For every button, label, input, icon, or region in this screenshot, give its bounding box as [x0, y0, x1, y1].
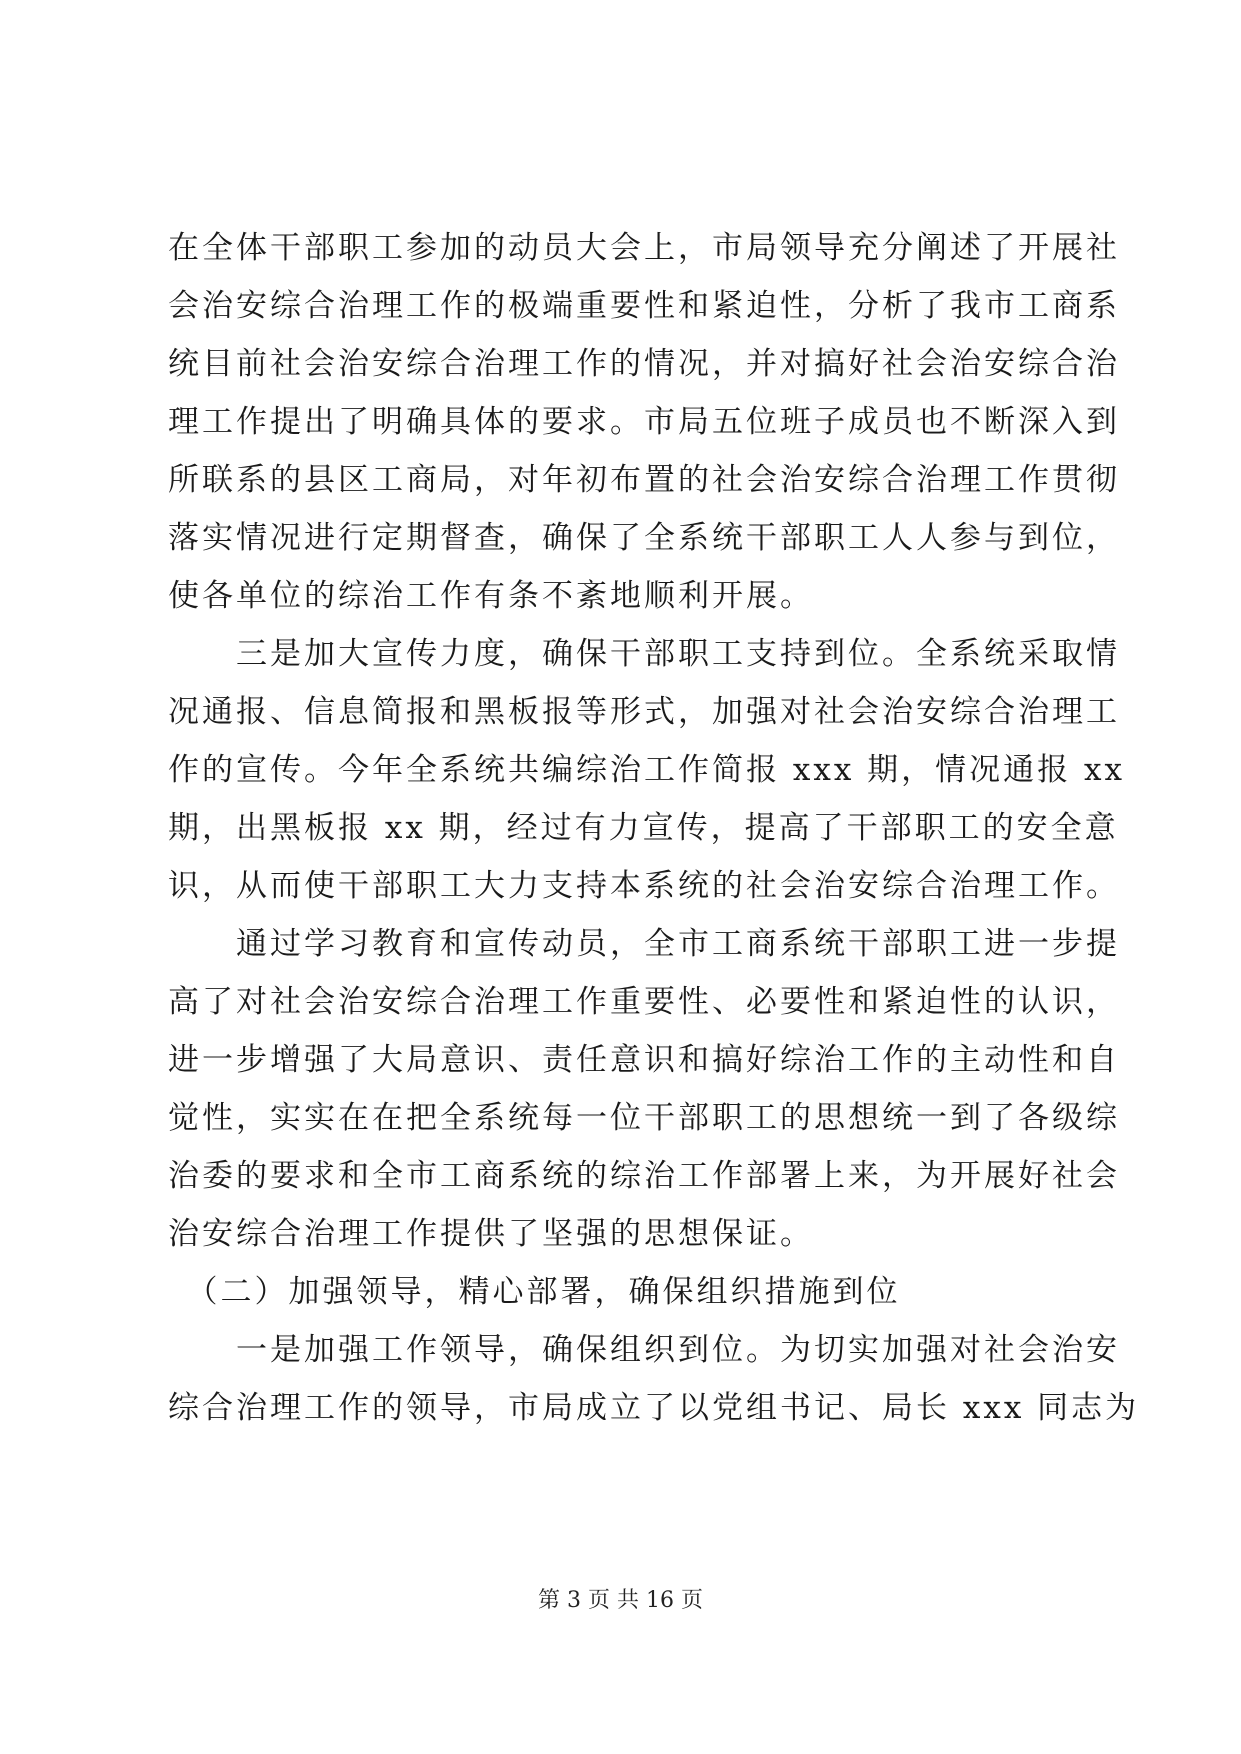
text-line: 落实情况进行定期督查，确保了全系统干部职工人人参与到位，	[168, 520, 1120, 556]
text-line: 会治安综合治理工作的极端重要性和紧迫性，分析了我市工商系	[168, 288, 1120, 324]
section-heading: （二）加强领导，精心部署，确保组织措施到位	[168, 1274, 901, 1310]
text-line: 作的宣传。今年全系统共编综治工作简报 xxx 期，情况通报 xx	[168, 752, 1125, 788]
text-line: 况通报、信息简报和黑板报等形式，加强对社会治安综合治理工	[168, 694, 1120, 730]
text-line: 使各单位的综治工作有条不紊地顺利开展。	[168, 578, 814, 614]
text-line: 统目前社会治安综合治理工作的情况，并对搞好社会治安综合治	[168, 346, 1120, 382]
text-line: 综合治理工作的领导，市局成立了以党组书记、局长 xxx 同志为	[168, 1390, 1140, 1426]
text-line: 高了对社会治安综合治理工作重要性、必要性和紧迫性的认识，	[168, 984, 1120, 1020]
text-line: 期，出黑板报 xx 期，经过有力宣传，提高了干部职工的安全意	[168, 810, 1119, 846]
text-line: 治安综合治理工作提供了坚强的思想保证。	[168, 1216, 814, 1252]
text-line: 通过学习教育和宣传动员，全市工商系统干部职工进一步提	[168, 926, 1120, 962]
text-line: 治委的要求和全市工商系统的综治工作部署上来，为开展好社会	[168, 1158, 1120, 1194]
text-line: 进一步增强了大局意识、责任意识和搞好综治工作的主动性和自	[168, 1042, 1120, 1078]
text-line: 所联系的县区工商局，对年初布置的社会治安综合治理工作贯彻	[168, 462, 1120, 498]
text-line: 一是加强工作领导，确保组织到位。为切实加强对社会治安	[168, 1332, 1120, 1368]
text-line: 识，从而使干部职工大力支持本系统的社会治安综合治理工作。	[168, 868, 1120, 904]
text-line: 在全体干部职工参加的动员大会上，市局领导充分阐述了开展社	[168, 230, 1120, 266]
text-line: 理工作提出了明确具体的要求。市局五位班子成员也不断深入到	[168, 404, 1120, 440]
text-line: 觉性，实实在在把全系统每一位干部职工的思想统一到了各级综	[168, 1100, 1120, 1136]
page-number-footer: 第 3 页 共 16 页	[538, 1588, 703, 1613]
text-line: 三是加大宣传力度，确保干部职工支持到位。全系统采取情	[168, 636, 1120, 672]
